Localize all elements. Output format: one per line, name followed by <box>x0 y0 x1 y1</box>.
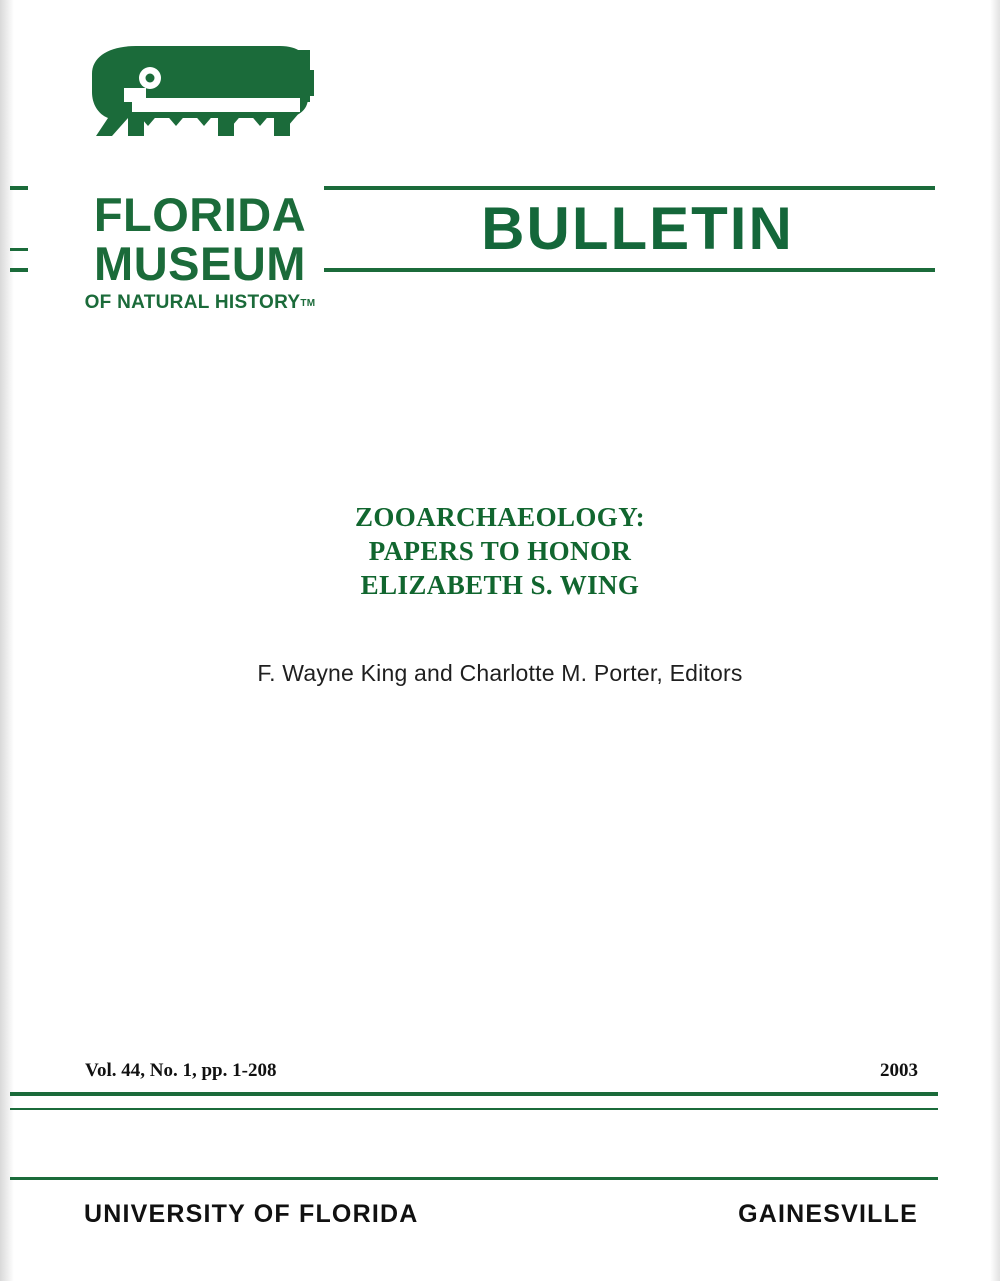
museum-logo <box>75 40 325 312</box>
footer-rule-middle <box>10 1108 938 1110</box>
editors-line: F. Wayne King and Charlotte M. Porter, Editors <box>257 660 743 686</box>
publisher-name: UNIVERSITY OF FLORIDA <box>84 1200 419 1228</box>
publication-year: 2003 <box>880 1060 918 1081</box>
masthead-left-tick <box>10 248 28 251</box>
logo-line-museum: MUSEUM <box>94 237 306 290</box>
publication-type-title: BULLETIN <box>481 195 794 262</box>
title-block <box>0 500 1000 687</box>
footer-rule-upper <box>10 1092 938 1096</box>
title-line-2: PAPERS TO HONOR <box>368 536 632 566</box>
footer-rule-lower <box>10 1177 938 1180</box>
logo-line-natural-history: OF NATURAL HISTORYTM <box>84 292 316 313</box>
masthead <box>0 0 1000 330</box>
title-line-1: ZOOARCHAEOLOGY: <box>354 502 646 532</box>
volume-issue-pages: Vol. 44, No. 1, pp. 1-208 <box>85 1060 277 1081</box>
title-line-3: ELIZABETH S. WING <box>360 570 640 600</box>
trademark-mark: TM <box>300 298 316 309</box>
logo-line-florida: FLORIDA <box>93 188 307 241</box>
publisher-city: GAINESVILLE <box>738 1200 918 1228</box>
alligator-logo-icon <box>84 40 316 185</box>
